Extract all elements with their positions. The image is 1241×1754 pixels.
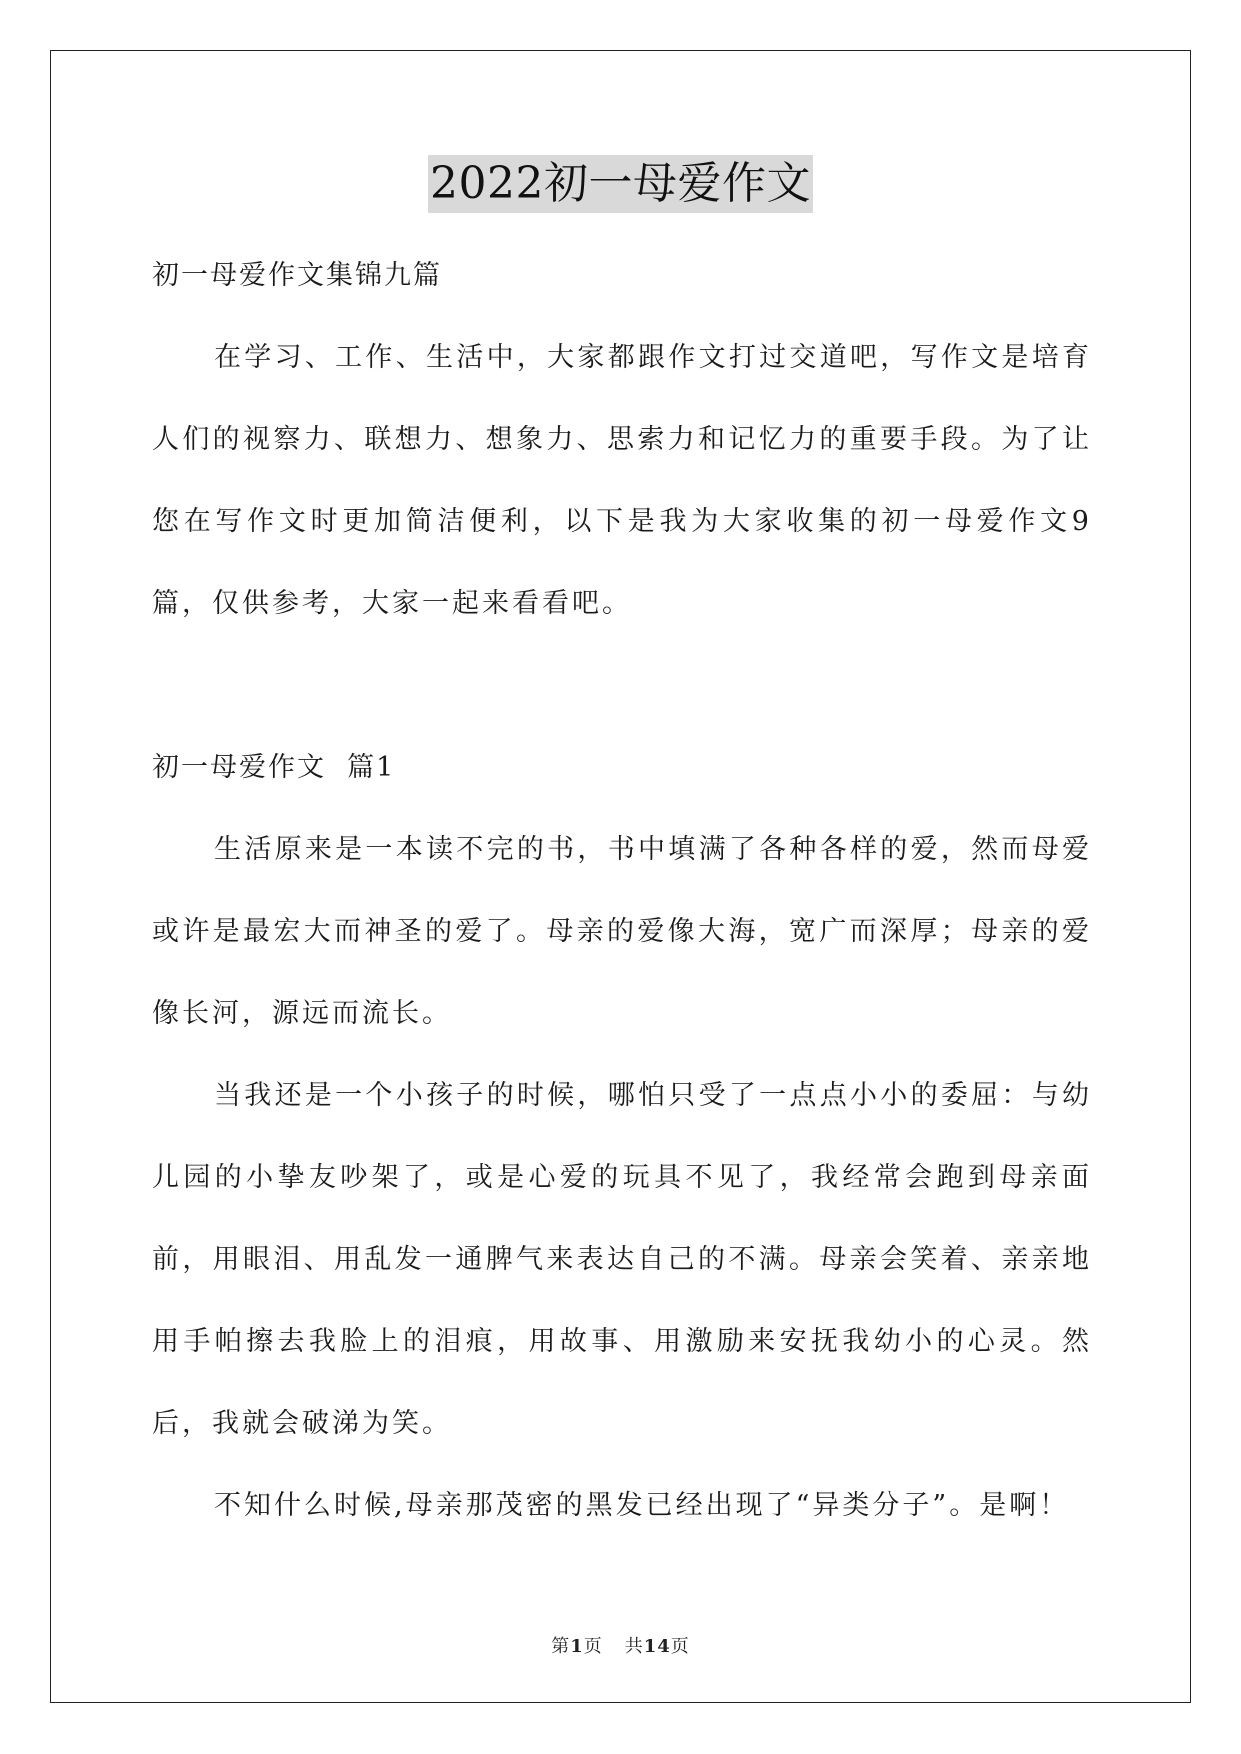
document-subtitle: 初一母爱作文集锦九篇 [152, 260, 442, 291]
section-heading: 初一母爱作文 篇1 [152, 752, 396, 783]
page-current: 1 [570, 1636, 584, 1657]
body-paragraph-1: 生活原来是一本读不完的书，书中填满了各种各样的爱，然而母爱或许是最宏大而神圣的爱了。母亲的爱像大海，宽广而深厚；母亲的爱像长河，源远而流长。 [152, 834, 1092, 1029]
title-container [0, 155, 1241, 213]
document-title: 2022初一母爱作文 [428, 155, 813, 213]
page-suffix: 页 [583, 1636, 603, 1657]
body-paragraph-2: 当我还是一个小孩子的时候，哪怕只受了一点点小小的委屈：与幼儿园的小挚友吵架了，或是心爱的玩具不见了，我经常会跑到母亲面前，用眼泪、用乱发一通脾气来表达自己的不满。母亲会笑着、亲亲地用手帕擦去我脸上的泪痕，用故事、用激励来安抚我幼小的心灵。然后，我就会破涕为笑。 [152, 1080, 1092, 1439]
total-suffix: 页 [670, 1636, 690, 1657]
total-prefix: 共 [624, 1636, 644, 1657]
document-body [152, 235, 1092, 1547]
intro-paragraph: 在学习、工作、生活中，大家都跟作文打过交道吧，写作文是培育人们的视察力、联想力、想象力、思索力和记忆力的重要手段。为了让您在写作文时更加简洁便利，以下是我为大家收集的初一母爱作文9篇，仅供参考，大家一起来看看吧。 [152, 342, 1092, 619]
body-paragraph-3: 不知什么时候,母亲那茂密的黑发已经出现了“异类分子”。是啊！ [214, 1490, 1070, 1521]
page-footer [0, 1632, 1241, 1658]
section-spacer [152, 645, 1092, 727]
page-prefix: 第 [551, 1636, 571, 1657]
page-total: 14 [643, 1636, 671, 1657]
